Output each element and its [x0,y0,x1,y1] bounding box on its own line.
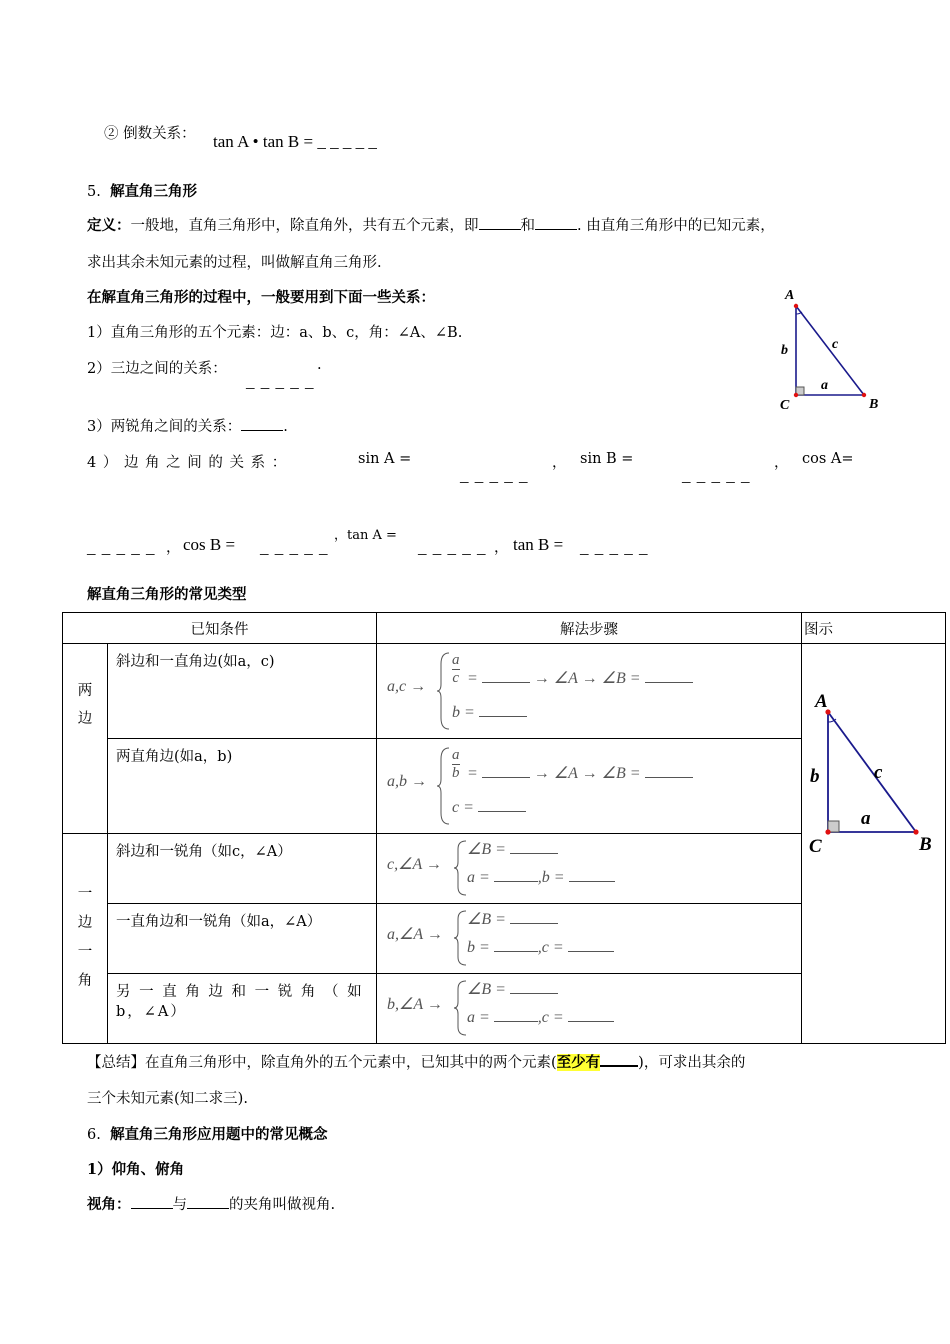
definition-line2: 求出其余未知元素的过程，叫做解直角三角形. [87,255,382,271]
side-b-label: b [781,343,788,358]
relation-3: 3）两锐角之间的关系： . [87,419,288,435]
answer-blank [187,1208,229,1209]
table-row: 斜边和一直角边(如a，c) [108,644,377,739]
answer-blank: _ _ _ _ _ [460,466,529,485]
answer-blank [600,1065,638,1067]
table-row-steps: b,∠A → ∠B = a = ,c = [377,974,802,1044]
table-row: 一直角边和一锐角（如a，∠A） [108,904,377,974]
section6-heading: 6. 解直角三角形应用题中的常见概念 [87,1126,328,1143]
relation-1: 1）直角三角形的五个元素：边：a、b、c，角：∠A、∠B. [87,325,463,341]
answer-blank [535,229,577,230]
group-one-side-one-angle: 一边一角 [63,834,108,1044]
subheading-elevation-depression: 1）仰角、俯角 [87,1161,185,1178]
comma: ， [774,455,789,471]
vertex-A-label: A [815,691,828,712]
answer-blank: _ _ _ _ _ [682,466,751,485]
table-row-steps: a,∠A → ∠B = b = ,c = [377,904,802,974]
vertex-C-label: C [809,836,822,854]
tanA-label: ，tan A = [334,528,397,543]
vertex-C-label: C [780,398,790,413]
answer-blank [131,1208,173,1209]
relation-2-end: . [317,357,322,373]
types-heading: 解直角三角形的常见类型 [87,586,247,603]
answer-blank: _ _ _ _ _ [418,538,487,557]
table-row: 斜边和一锐角（如c，∠A） [108,834,377,904]
section5-heading: 5. 解直角三角形 [87,183,198,200]
comma: ， [494,540,509,556]
answer-blank: _ _ _ _ _ [260,538,329,557]
cosB-label: cos B = [183,535,236,554]
sinB-label: sin B = [580,451,634,467]
sinA-label: sin A = [358,451,412,467]
cosA-label: cos A= [802,451,854,467]
side-c-label: c [832,337,839,352]
figure-cell [802,644,946,1044]
side-c-label: c [874,762,883,783]
right-triangle-figure [806,684,941,854]
side-a-label: a [861,808,871,829]
view-angle-definition: 视角： 与 的夹角叫做视角. [87,1196,336,1213]
answer-blank [479,229,521,230]
vertex-A-label: A [785,288,795,303]
vertex-B-label: B [869,397,879,412]
highlight-at-least: 至少有 [556,1054,601,1071]
tanB-label: tan B = [513,535,564,554]
relation-2: 2）三边之间的关系： [87,361,227,377]
definition-line1: 定义：一般地，直角三角形中，除直角外，共有五个元素，即 和 . 由直角三角形中的已知元素， [87,217,775,234]
answer-blank: _ _ _ _ _ [87,538,156,557]
summary-line1: 【总结】在直角三角形中，除直角外的五个元素中，已知其中的两个元素(至少有 )，可求出其余的 [87,1054,746,1071]
group-two-sides: 两边 [63,644,108,834]
side-b-label: b [810,766,820,787]
table-row: 两直角边(如a，b) [108,739,377,834]
relations-heading: 在解直角三角形的过程中，一般要用到下面一些关系： [87,289,435,306]
right-triangle-figure-small [776,282,886,417]
table-row-steps: a,b → a b = → ∠A → ∠B = c = [377,739,802,834]
answer-blank: _ _ _ _ _ [317,132,377,151]
comma: ， [166,540,181,556]
table-header: 已知条件 [63,613,377,644]
solution-types-table [62,612,946,1044]
reciprocal-formula: tan A • tan B = _ _ _ _ _ [213,132,377,151]
table-row-steps: a,c → a c = → ∠A → ∠B = b = [377,644,802,739]
side-a-label: a [821,378,828,393]
table-row: 另 一 直 角 边 和 一 锐 角 （ 如 b，∠A） [108,974,377,1044]
answer-blank: _ _ _ _ _ [246,372,315,391]
vertex-B-label: B [919,834,932,854]
relation-4: 4 ） 边 角 之 间 的 关 系 ： [87,455,287,471]
answer-blank [241,430,283,431]
comma: ， [552,455,567,471]
answer-blank: _ _ _ _ _ [580,538,649,557]
reciprocal-label: ② 倒数关系： [104,126,196,142]
summary-line2: 三个未知元素(知二求三). [87,1091,248,1107]
table-row-steps: c,∠A → ∠B = a = ,b = [377,834,802,904]
table-header: 解法步骤 [377,613,802,644]
table-header: 图示 [802,613,946,644]
